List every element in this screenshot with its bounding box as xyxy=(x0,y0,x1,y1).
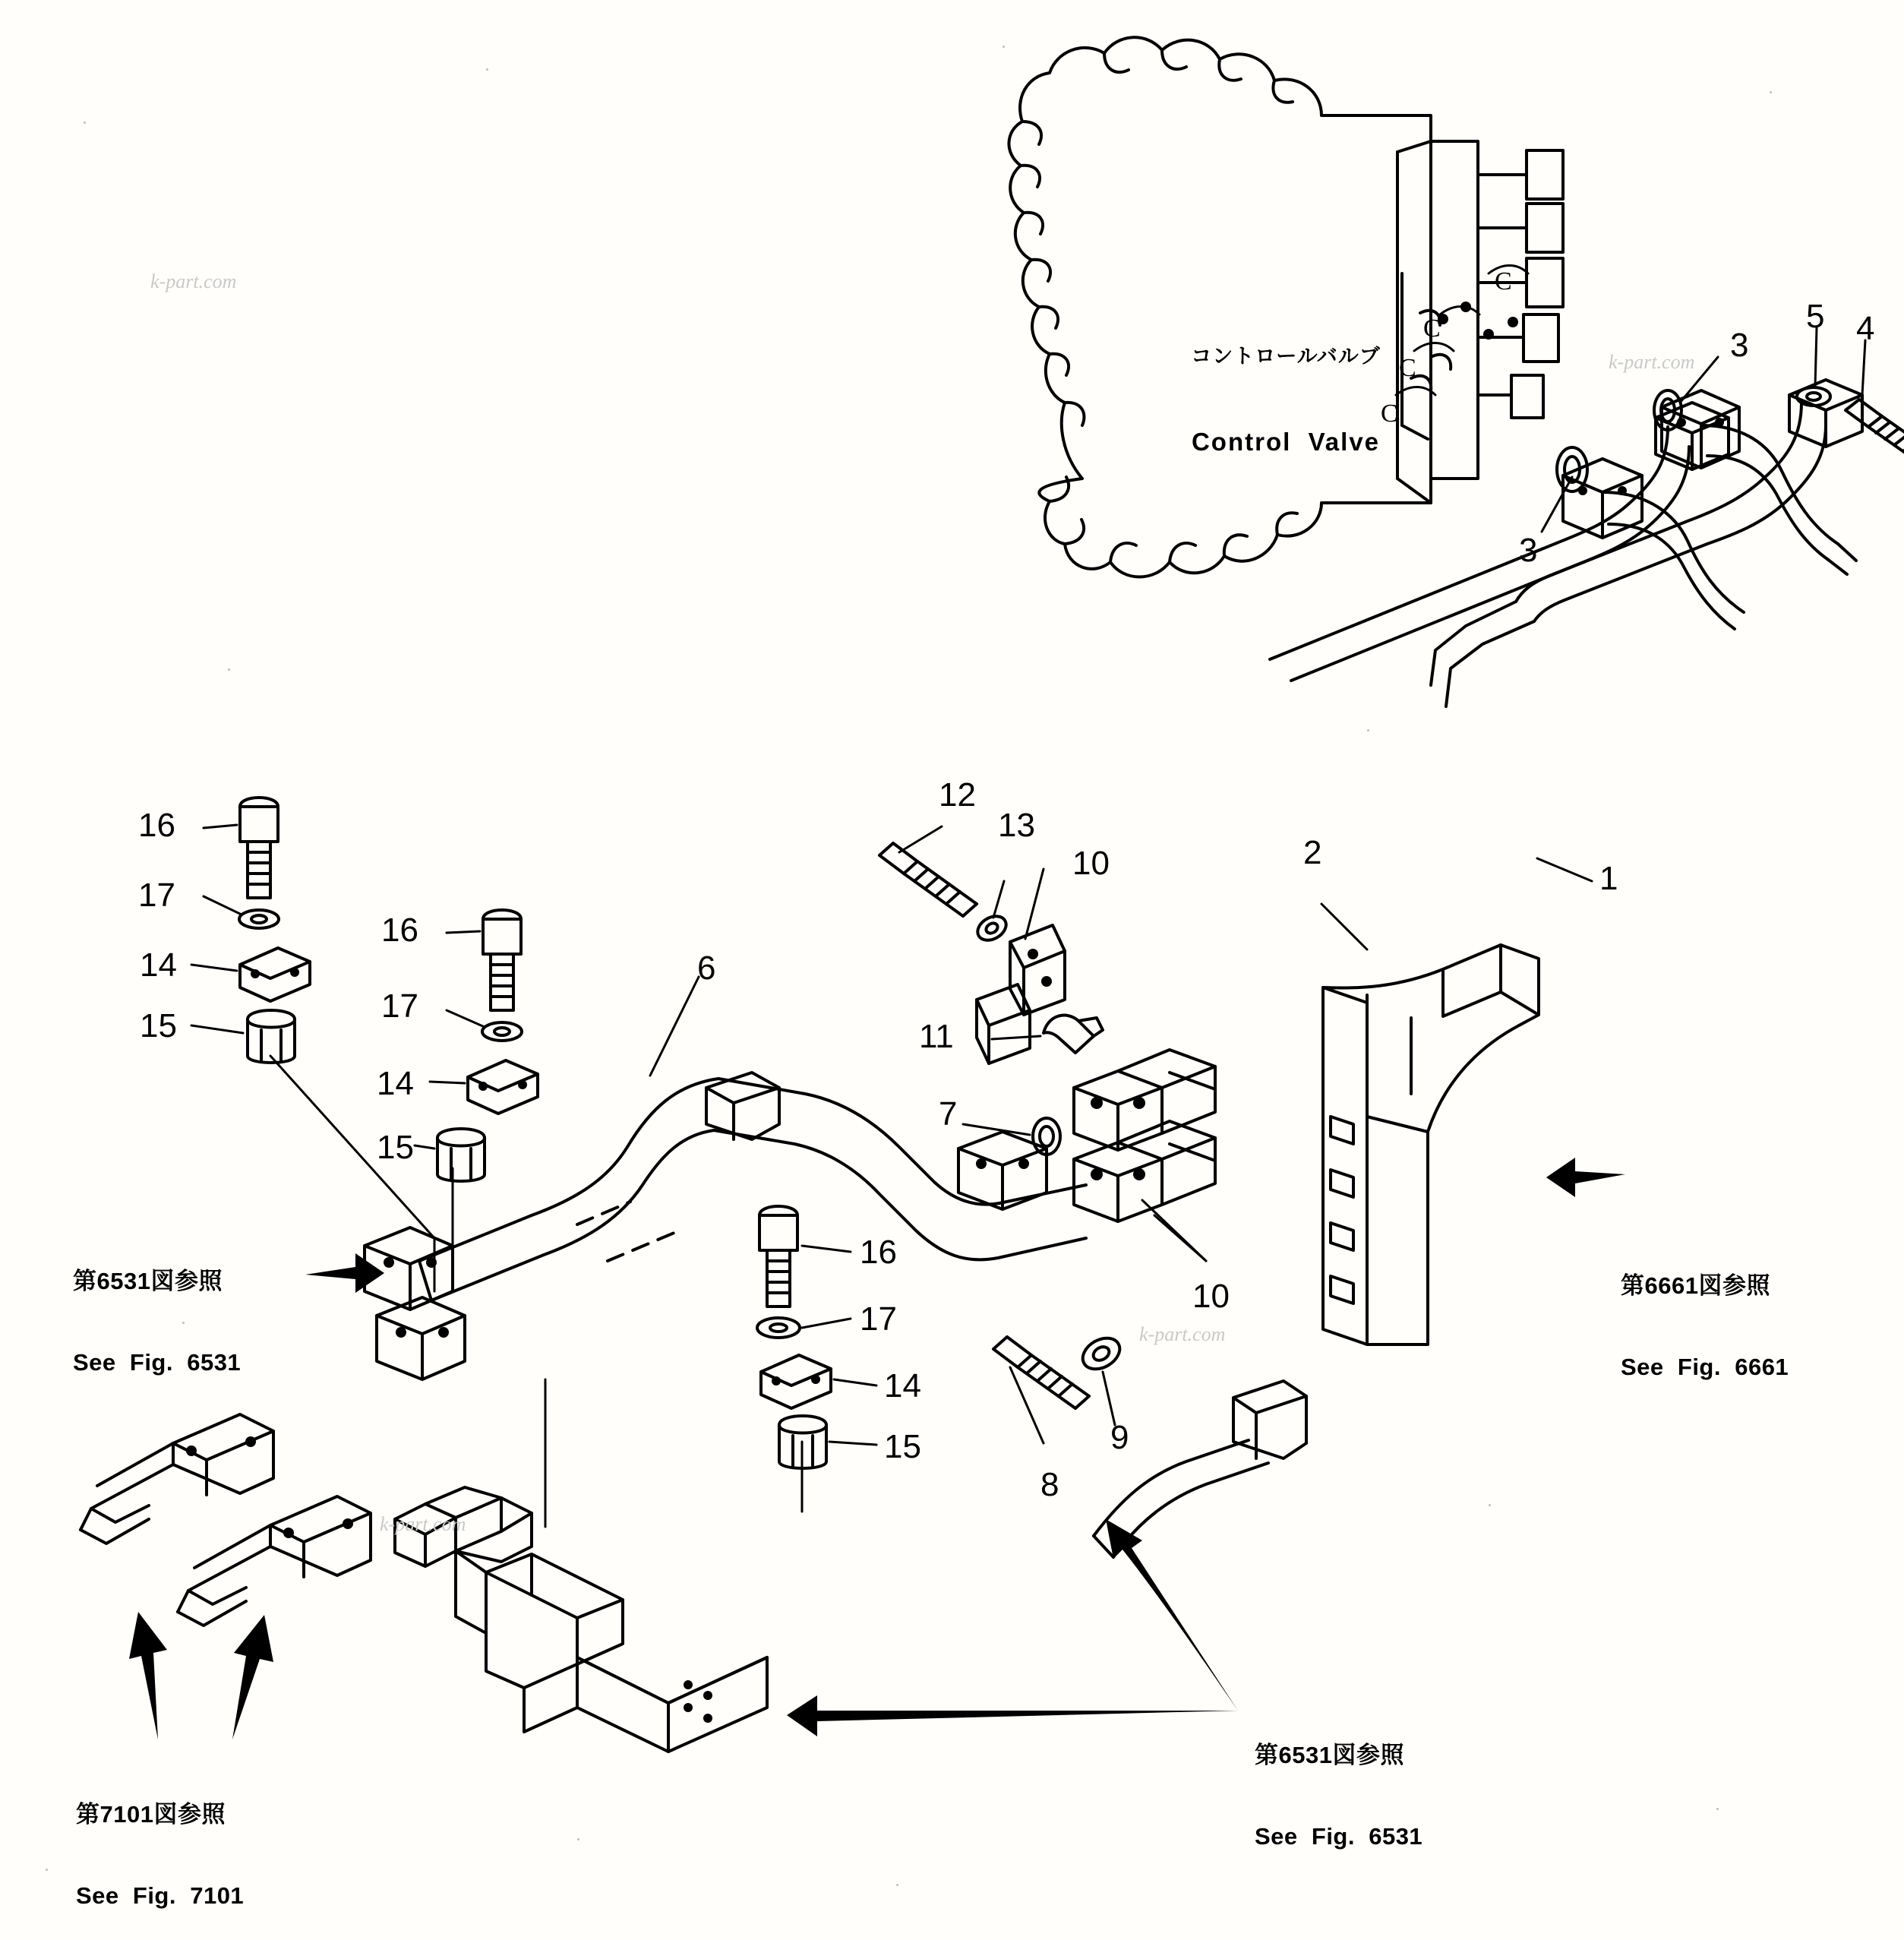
port-mark-c-3: C xyxy=(1399,354,1416,382)
leader-lines xyxy=(191,328,1865,1527)
figure-ref-6531-bottom xyxy=(1255,1688,1422,1904)
callout-16-a: 16 xyxy=(138,807,175,844)
clamp-14c xyxy=(761,1355,831,1408)
elbow-tube-lower xyxy=(1602,492,1744,629)
valve-port-face xyxy=(1402,273,1518,439)
pipe6-flange-left-lower xyxy=(377,1297,465,1379)
bolt-4 xyxy=(1846,400,1904,466)
washer-17a xyxy=(239,910,279,928)
clamp-plate-10 xyxy=(977,925,1065,1063)
figure-ref-6531-left-jp: 第6531図参照 xyxy=(73,1268,223,1295)
control-valve-title-jp: コントロールバルブ xyxy=(1191,344,1381,368)
callout-7: 7 xyxy=(939,1095,958,1133)
figure-ref-7101 xyxy=(76,1747,244,1940)
control-valve-title xyxy=(1160,287,1411,514)
bracket-6661 xyxy=(1323,945,1539,1344)
callout-4: 4 xyxy=(1856,310,1875,347)
callout-15-b: 15 xyxy=(377,1129,414,1166)
callout-14-b: 14 xyxy=(377,1065,414,1102)
figure-ref-6661 xyxy=(1621,1218,1789,1435)
pipe6-flange-left-upper xyxy=(365,1228,453,1310)
elbow-flange-lower xyxy=(1563,459,1642,538)
callout-15-c: 15 xyxy=(884,1428,921,1465)
figure-ref-6661-en: See Fig. 6661 xyxy=(1621,1354,1789,1381)
control-valve-title-en: Control Valve xyxy=(1191,427,1381,456)
port-mark-c-2: C xyxy=(1423,314,1441,343)
callout-17-b: 17 xyxy=(381,987,418,1025)
callout-12: 12 xyxy=(939,776,976,814)
callout-10-lower: 10 xyxy=(1192,1278,1230,1315)
washer-13 xyxy=(974,912,1011,945)
pipe-assembly-6 xyxy=(419,1073,1086,1300)
washer-5 xyxy=(1797,387,1830,406)
cushion-15b xyxy=(437,1129,485,1181)
callout-16-b: 16 xyxy=(381,912,418,949)
callout-1: 1 xyxy=(1599,860,1618,897)
figure-ref-6661-jp: 第6661図参照 xyxy=(1621,1272,1770,1300)
tube-7101-upper xyxy=(81,1414,273,1543)
watermark-4: k-part.com xyxy=(380,1513,466,1535)
callout-17-a: 17 xyxy=(138,877,175,914)
figure-ref-7101-jp: 第7101図参照 xyxy=(76,1801,226,1828)
bolt-16c xyxy=(759,1206,797,1306)
tube-7101-lower xyxy=(178,1496,371,1626)
callout-14-a: 14 xyxy=(140,946,177,984)
callout-3-lower: 3 xyxy=(1519,532,1538,569)
callout-15-a: 15 xyxy=(140,1007,177,1044)
clamp-14a xyxy=(240,948,310,1001)
bolt-12 xyxy=(879,843,977,916)
watermark-1: k-part.com xyxy=(150,270,237,292)
callout-14-c: 14 xyxy=(884,1367,921,1404)
cushion-15a xyxy=(248,1010,295,1063)
callout-6: 6 xyxy=(697,949,716,987)
washer-17b xyxy=(482,1022,522,1041)
port-mark-c-4: C xyxy=(1381,400,1398,428)
callout-10-upper: 10 xyxy=(1072,845,1110,882)
watermark-3: k-part.com xyxy=(1139,1323,1226,1345)
watermark-2: k-part.com xyxy=(1609,351,1695,373)
figure-ref-6531-bottom-jp: 第6531図参照 xyxy=(1255,1742,1404,1769)
washer-9 xyxy=(1077,1332,1125,1375)
connector-block-upper xyxy=(1074,1050,1215,1150)
figure-ref-6531-left-en: See Fig. 6531 xyxy=(73,1349,242,1376)
clamp-11 xyxy=(1044,1016,1103,1053)
figure-ref-6531-left xyxy=(73,1214,241,1430)
callout-17-c: 17 xyxy=(860,1300,897,1338)
callout-16-c: 16 xyxy=(860,1234,897,1271)
callout-11: 11 xyxy=(919,1018,954,1055)
callout-5: 5 xyxy=(1806,298,1825,335)
callout-2: 2 xyxy=(1303,834,1322,871)
figure-ref-6531-bottom-en: See Fig. 6531 xyxy=(1255,1823,1423,1850)
pipe-assembly-1 xyxy=(1431,380,1862,706)
bolt-16a xyxy=(240,798,278,898)
callout-9: 9 xyxy=(1110,1419,1129,1456)
bolt-16b xyxy=(483,910,521,1010)
callout-8: 8 xyxy=(1040,1466,1059,1503)
connector-block-lower xyxy=(1074,1121,1215,1221)
callout-3-upper: 3 xyxy=(1730,327,1749,364)
elbow-tube-upper xyxy=(1701,425,1856,574)
washer-17c xyxy=(757,1318,800,1338)
port-mark-c-1: C xyxy=(1495,267,1512,295)
bolt-8 xyxy=(993,1337,1089,1408)
callout-13: 13 xyxy=(998,807,1035,844)
figure-ref-7101-en: See Fig. 7101 xyxy=(76,1882,245,1910)
clamp-14b xyxy=(468,1060,538,1114)
